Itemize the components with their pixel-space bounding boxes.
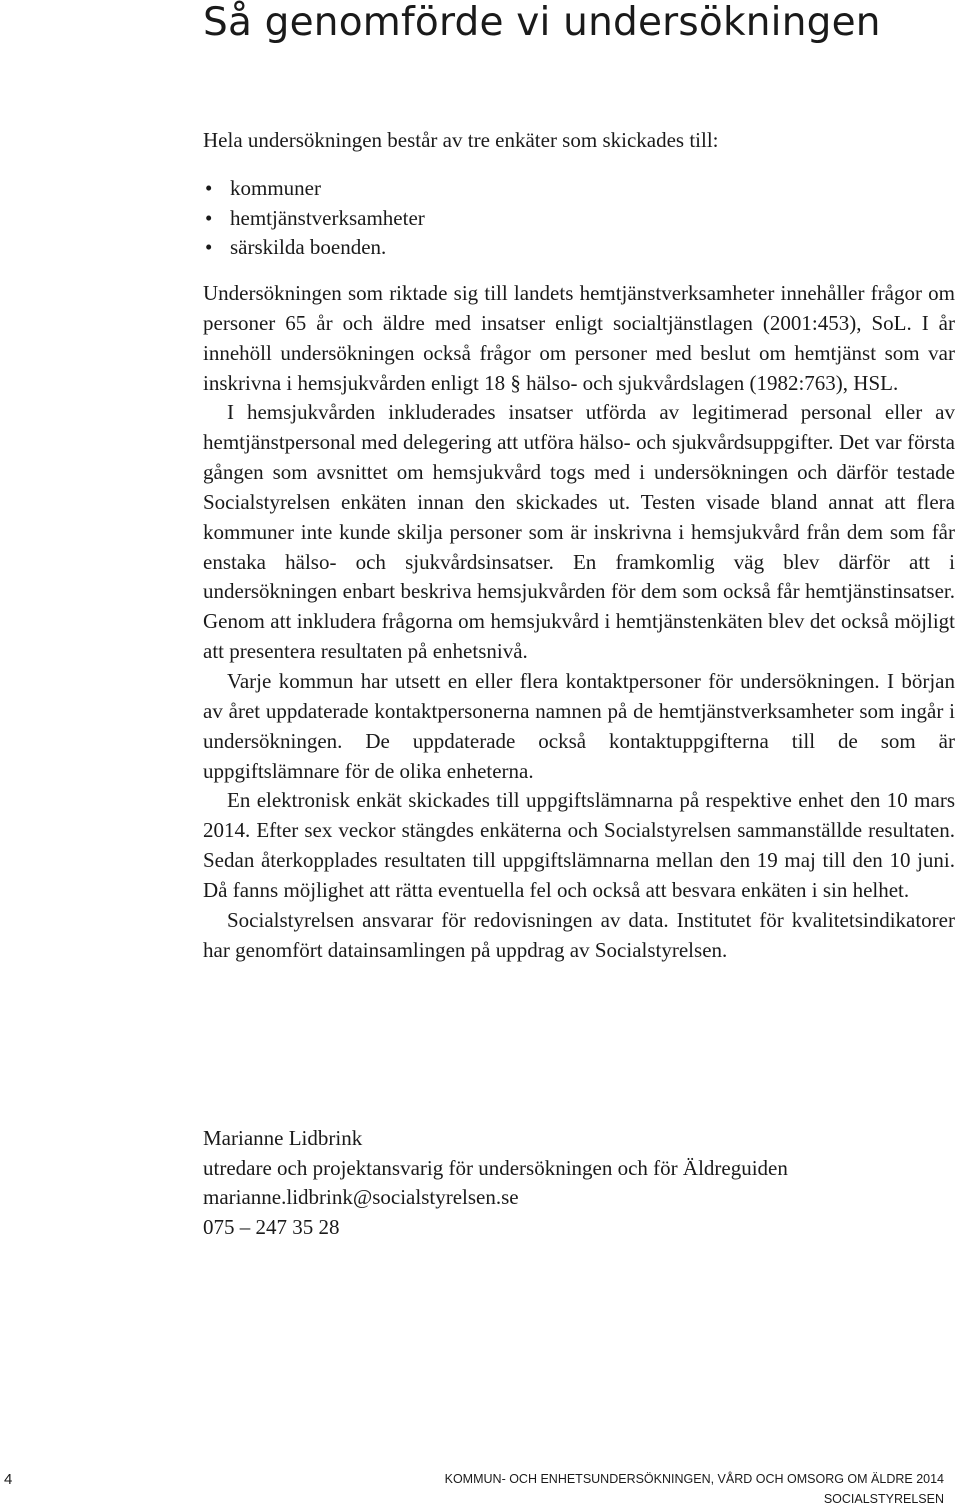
list-item: • hemtjänstverksamheter [203, 204, 425, 234]
author-name: Marianne Lidbrink [203, 1126, 363, 1150]
author-role: utredare och projektansvarig för undersökningen och för Äldreguiden [203, 1155, 788, 1180]
publisher: SOCIALSTYRELSEN [823, 1492, 944, 1506]
author-contact [203, 1124, 788, 1242]
paragraph: En elektronisk enkät skickades till uppgiftslämnarna på respektive enhet den 10 mars 2014. Efter sex veckor stängdes enkäterna och Socialstyrelsen sammanställde resultaten. Sedan återkopplades resultaten till uppgiftslämnarna mellan den 19 maj till den 10 juni. Då fanns möjlighet att rätta eventuella fel och också att besvara enkäten i sin helhet. [203, 788, 955, 902]
running-title: KOMMUN- OCH ENHETSUNDERSÖKNINGEN, VÅRD OCH OMSORG OM ÄLDRE 2014 [444, 1472, 944, 1486]
author-email[interactable]: marianne.lidbrink@socialstyrelsen.se [203, 1185, 519, 1209]
main-text [203, 279, 955, 965]
bullet-icon: • [205, 176, 213, 200]
paragraph: I hemsjukvården inkluderades insatser utförda av legitimerad personal eller av hemtjänstpersonal med delegering att utföra hälso- och sjukvårdsuppgifter. Det var första gången som avsnittet om hemsjukvård togs med i undersökningen och därför testade Socialstyrelsen enkäten innan den skickades ut. Testen visade bland annat att flera kommuner inte kunde skilja personer som är inskrivna i hemsjukvård från dem som får enstaka hälso- och sjukvårdsinsatser. En framkomlig väg blev därför att i undersökningen enbart beskriva hemsjukvården för dem som också får hemtjänstinsatser. Genom att inkludera frågorna om hemsjukvård i hemtjänstenkäten blev det också möjligt att presentera resultaten på enhetsnivå. [203, 400, 955, 664]
paragraph: Socialstyrelsen ansvarar för redovisningen av data. Institutet för kvalitetsindikatorer har genomfört datainsamlingen på uppdrag av Socialstyrelsen. [203, 907, 955, 962]
page-number: 4 [4, 1471, 13, 1488]
paragraph: Undersökningen som riktade sig till landets hemtjänstverksamheter innehåller frågor om personer 65 år och äldre med insatser enligt socialtjänstlagen (2001:453), SoL. I år innehöll undersökningen också frågor om personer med beslut om hemtjänst som var inskrivna i hemsjukvården enligt 18 § hälso- och sjukvårdslagen (1982:763), HSL. [203, 281, 955, 395]
intro-text: Hela undersökningen består av tre enkäter som skickades till: [203, 128, 719, 152]
bullet-icon: • [205, 235, 213, 259]
page-title: Så genomförde vi undersökningen [203, 0, 881, 45]
author-phone: 075 – 247 35 28 [203, 1214, 340, 1239]
bullet-icon: • [205, 205, 213, 230]
list-item: • kommuner [203, 174, 425, 204]
list-item: • särskilda boenden. [203, 233, 425, 263]
recipient-list [203, 174, 425, 263]
paragraph: Varje kommun har utsett en eller flera kontaktpersoner för undersökningen. I början av året uppdaterade kontaktpersonerna namnen på de hemtjänstverksamheter som ingår i undersökningen. De uppdaterade också kontaktuppgifterna till de som är uppgiftslämnare för de olika enheterna. [203, 668, 955, 783]
